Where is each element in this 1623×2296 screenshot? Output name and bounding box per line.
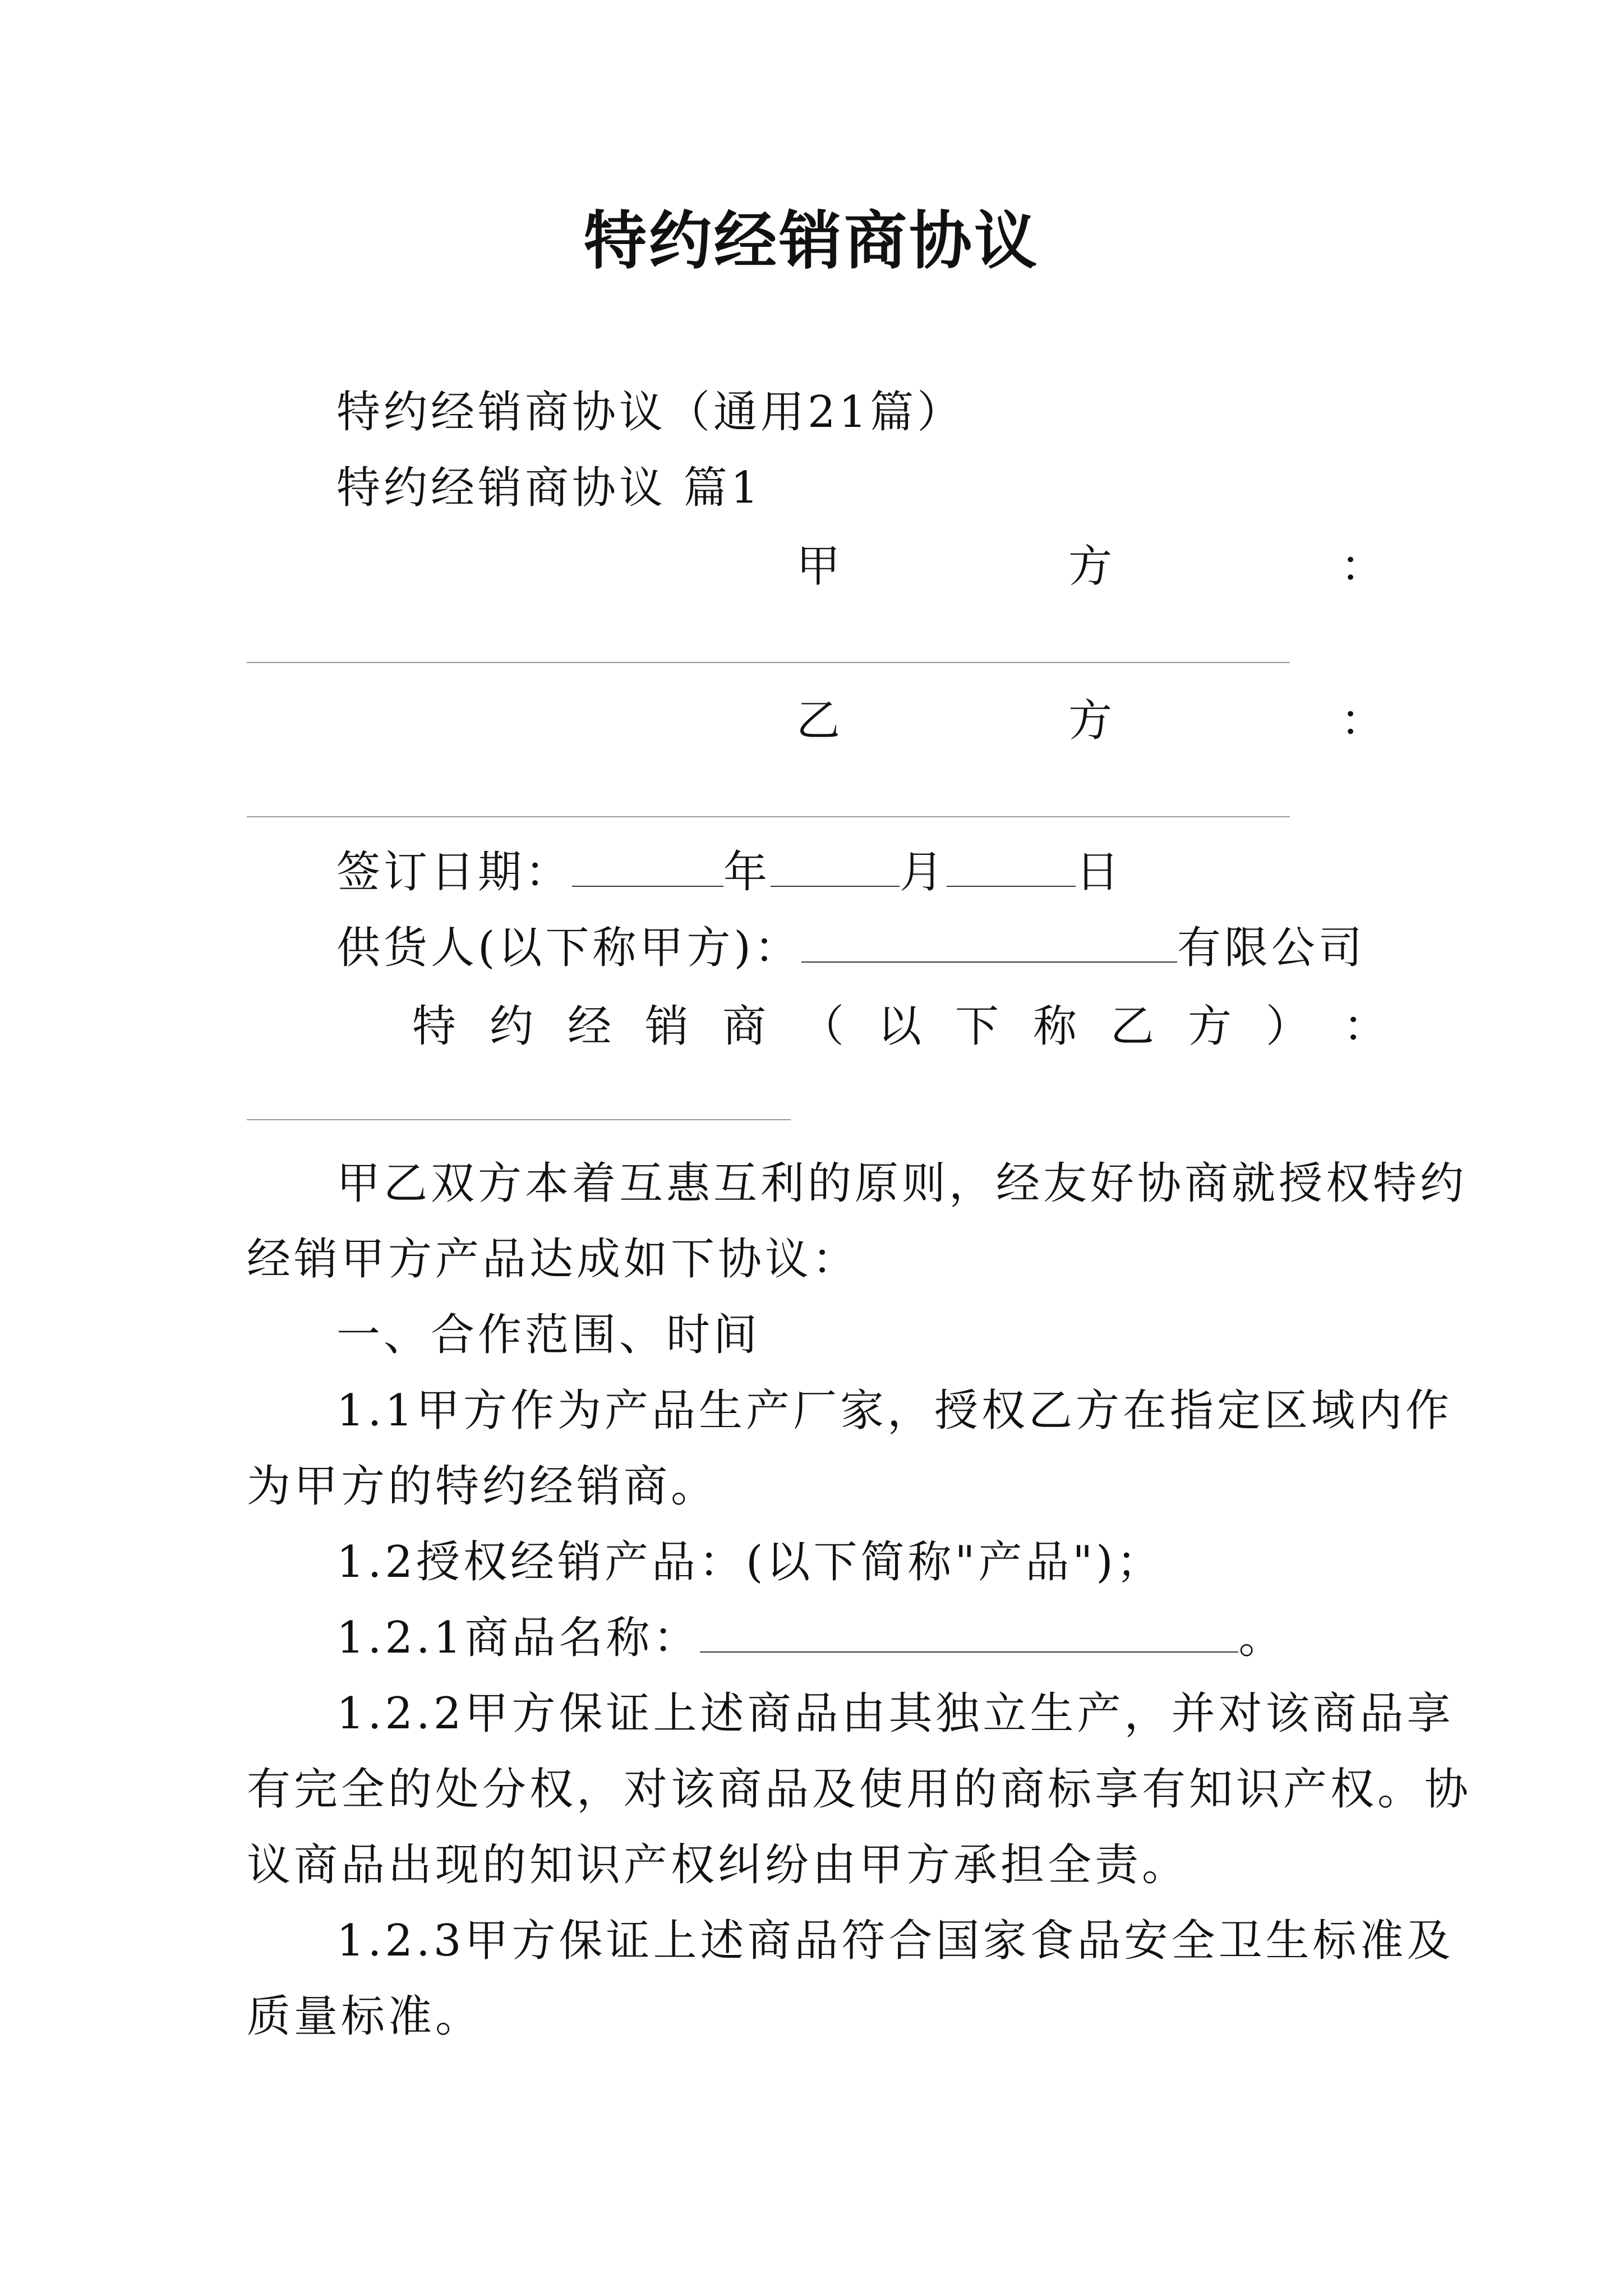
day-blank <box>947 846 1076 887</box>
section-1-heading: 一、合作范围、时间 <box>336 1310 761 1360</box>
supplier-suffix: 有限公司 <box>1177 923 1366 973</box>
clause-1-2-3-line-2: 质量标准。 <box>247 1991 483 2042</box>
clause-1-2-1-end: 。 <box>1238 1613 1286 1663</box>
intro-line-2: 经销甲方产品达成如下协议： <box>247 1234 860 1285</box>
document-title: 特约经销商协议 <box>584 205 1039 278</box>
dealer-char: 特 <box>412 1001 457 1052</box>
party-a-char-1: 甲 <box>796 541 841 592</box>
dealer-row <box>0 996 1623 1057</box>
product-name-blank <box>700 1612 1238 1653</box>
month-blank <box>771 846 900 887</box>
clause-1-1-line-2: 为甲方的特约经销商。 <box>247 1461 718 1512</box>
dealer-char: 销 <box>645 1001 689 1052</box>
sign-date-line <box>336 841 1123 903</box>
clause-1-2-1-label: 1.2.1商品名称： <box>336 1613 700 1663</box>
clause-1-2-1 <box>336 1607 1285 1669</box>
supplier-label: 供货人(以下称甲方)： <box>336 923 801 973</box>
clause-1-2-2-line-1: 1.2.2甲方保证上述商品由其独立生产，并对该商品享 <box>336 1688 1454 1739</box>
dealer-char: 商 <box>722 1001 767 1052</box>
dealer-char: ） <box>1266 1001 1310 1052</box>
party-a-row <box>0 536 1623 597</box>
intro-line-1: 甲乙双方本着互惠互利的原则，经友好协商就授权特约 <box>336 1158 1468 1209</box>
party-a-char-2: 方 <box>1068 541 1113 592</box>
year-blank <box>572 846 723 887</box>
party-b-row <box>0 690 1623 752</box>
clause-1-2: 1.2授权经销产品：(以下简称"产品")； <box>336 1537 1164 1588</box>
document-subtitle: 特约经销商协议（通用21篇） <box>336 387 965 438</box>
party-b-char-2: 方 <box>1068 696 1113 746</box>
clause-1-2-3-line-1: 1.2.3甲方保证上述商品符合国家食品安全卫生标准及 <box>336 1916 1454 1966</box>
month-label: 月 <box>900 847 947 898</box>
party-b-blank-line <box>247 816 1290 817</box>
party-b-colon: ： <box>1340 696 1385 746</box>
day-label: 日 <box>1076 847 1123 898</box>
clause-1-2-2-line-2: 有完全的处分权，对该商品及使用的商标享有知识产权。协 <box>247 1764 1472 1815</box>
clause-1-2-2-line-3: 议商品出现的知识产权纠纷由甲方承担全责。 <box>247 1840 1189 1890</box>
party-b-char-1: 乙 <box>796 696 841 746</box>
dealer-char: 经 <box>568 1001 612 1052</box>
supplier-line <box>336 917 1366 979</box>
party-a-blank-line <box>247 662 1290 663</box>
year-label: 年 <box>723 847 771 898</box>
supplier-blank <box>801 922 1177 963</box>
dealer-char: 约 <box>490 1001 534 1052</box>
dealer-char: 下 <box>955 1001 999 1052</box>
dealer-char: 乙 <box>1110 1001 1155 1052</box>
dealer-char: 以 <box>878 1001 922 1052</box>
dealer-char: 称 <box>1033 1001 1077 1052</box>
article-heading: 特约经销商协议 篇1 <box>336 463 762 513</box>
sign-date-label: 签订日期： <box>336 847 573 898</box>
clause-1-1-line-1: 1.1甲方作为产品生产厂家，授权乙方在指定区域内作 <box>336 1386 1453 1436</box>
dealer-char: ： <box>1343 1001 1387 1052</box>
dealer-blank-line <box>247 1119 791 1120</box>
party-a-colon: ： <box>1340 541 1385 592</box>
dealer-char: （ <box>800 1001 845 1052</box>
dealer-char: 方 <box>1188 1001 1232 1052</box>
